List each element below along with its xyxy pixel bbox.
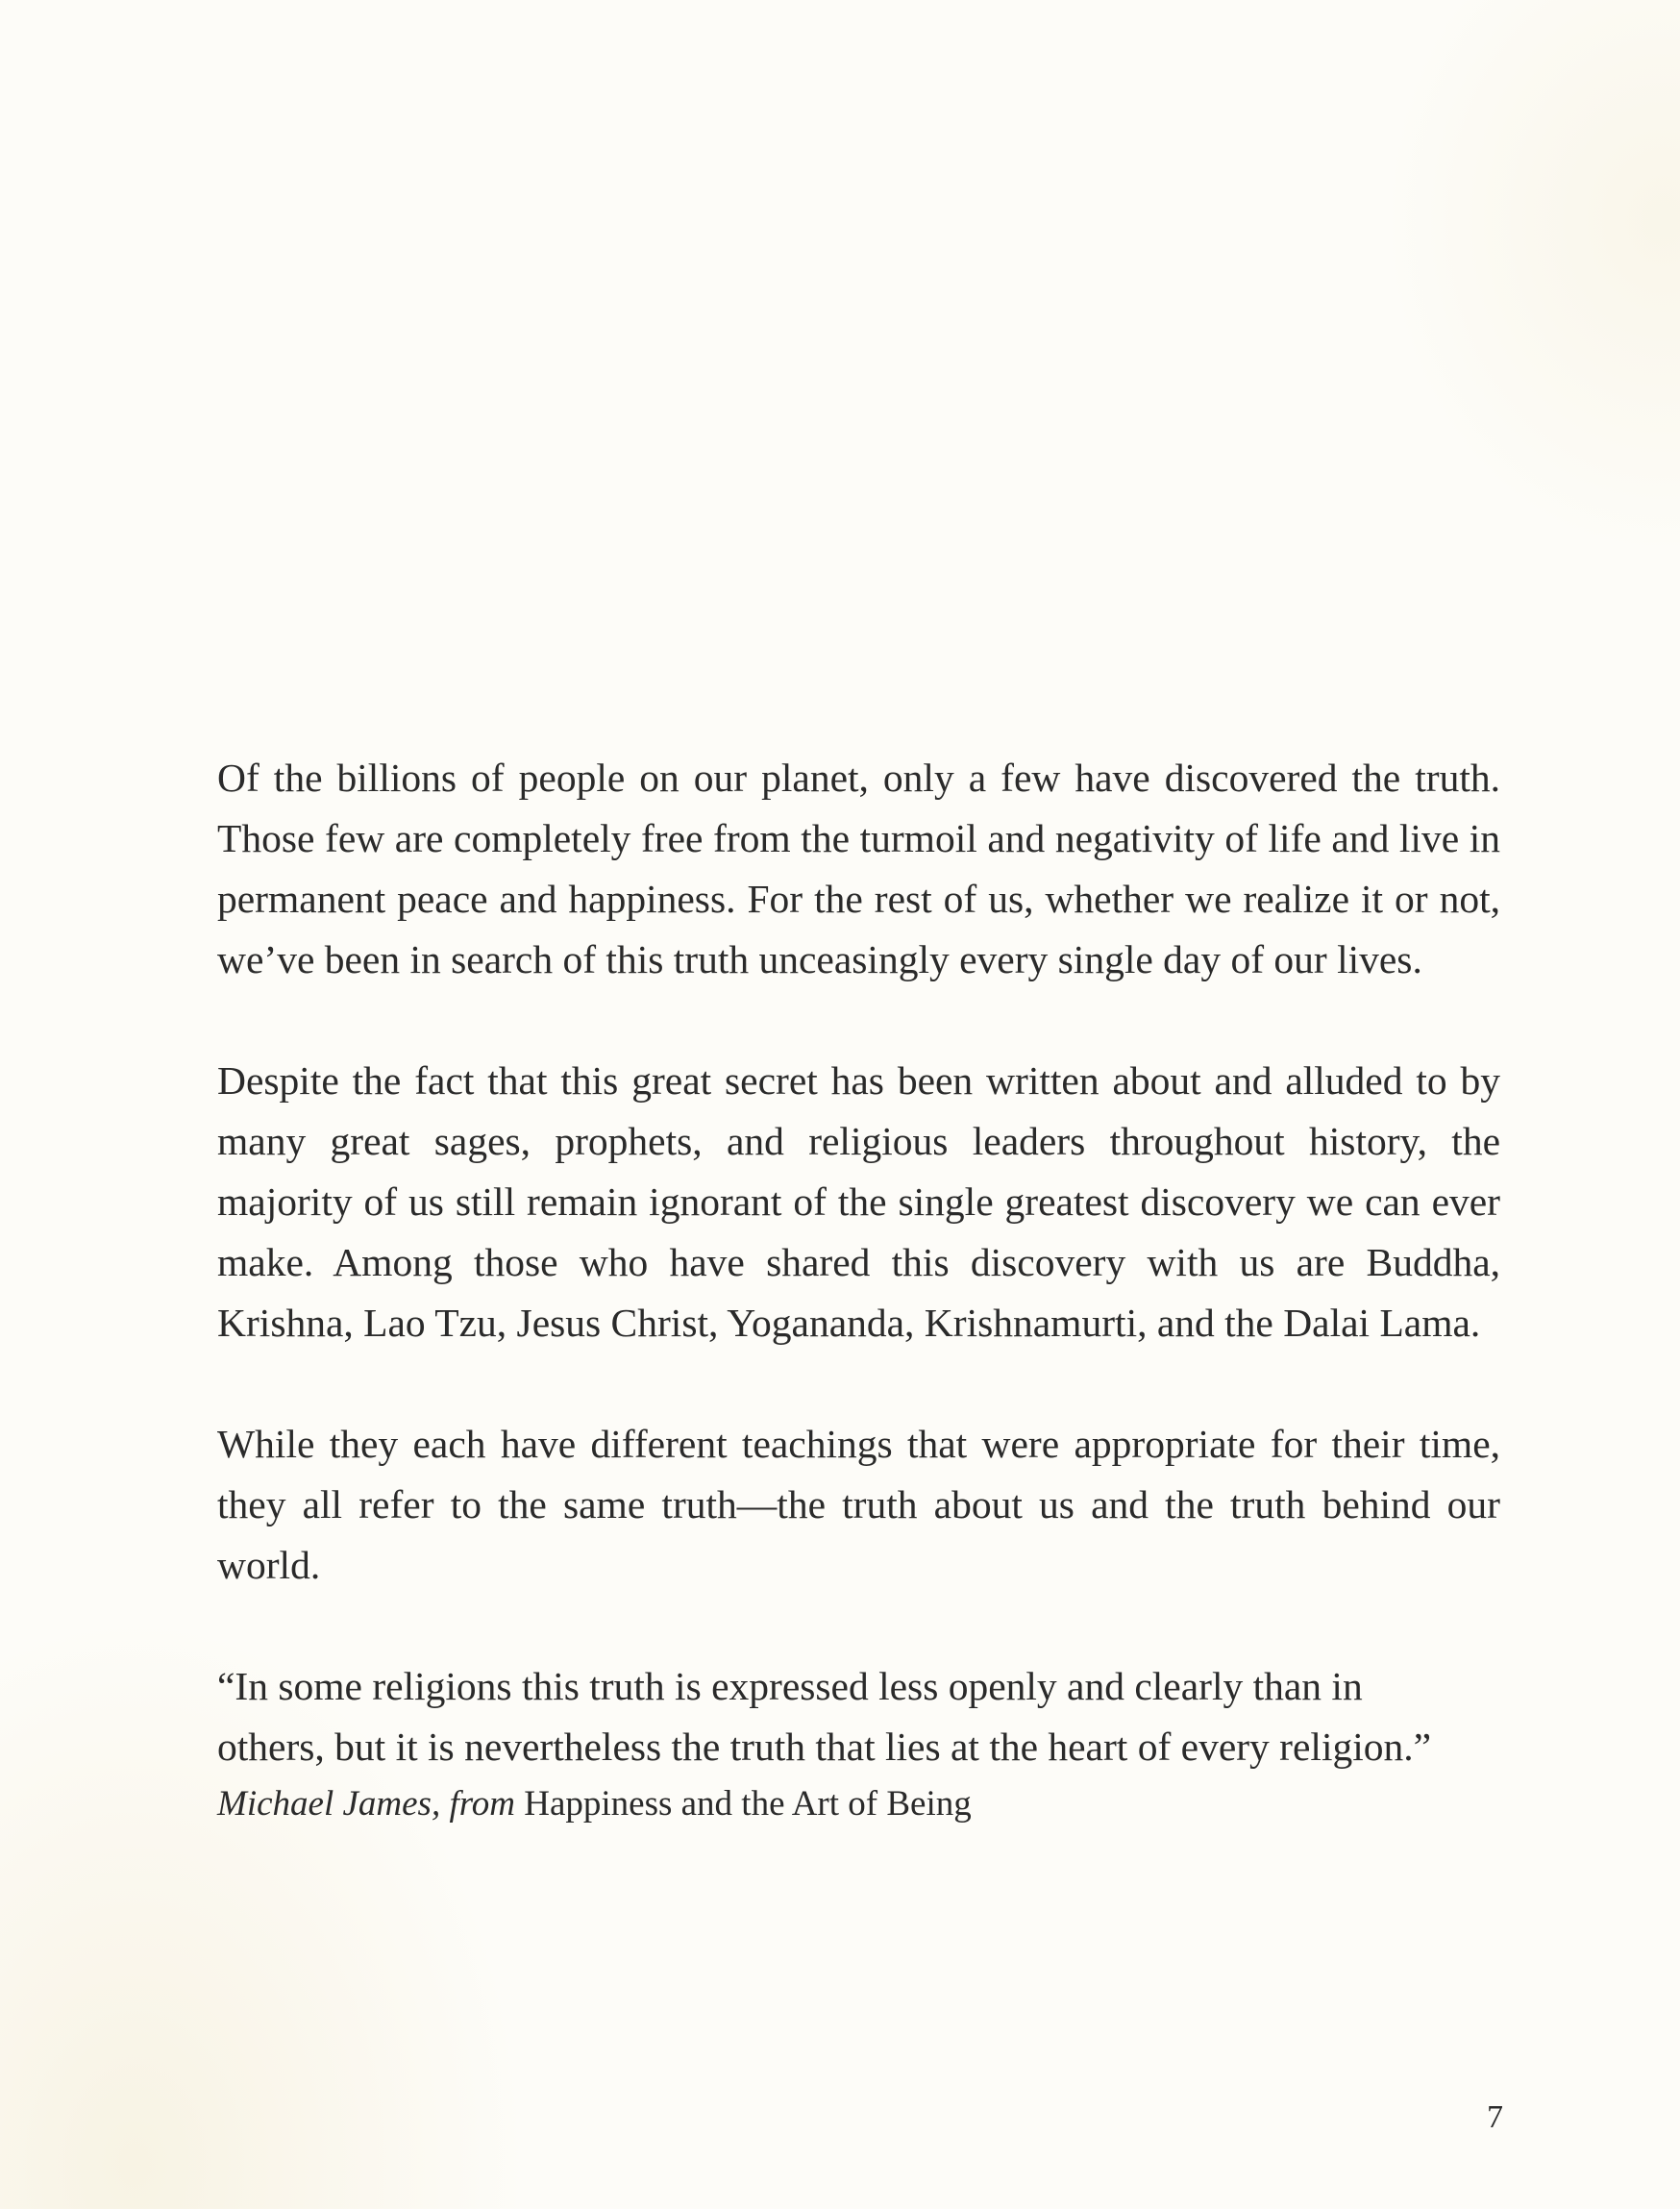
paragraph-2: Despite the fact that this great secret has been written about and alluded to by many great sages, prophets, and religious leaders throughout history, the majority of us still remain ignorant of the single greatest discovery we can ever make. Among those who have shared this discovery with us are Buddha, Krishna, Lao Tzu, Jesus Christ, Yogananda, Krishnamurti, and the Dalai Lama. <box>217 1058 1500 1345</box>
page-number: 7 <box>1487 2099 1503 2135</box>
paragraph-3: While they each have different teachings that were appropriate for their time, they all refer to the same truth—the truth about us and the truth behind our world. <box>217 1422 1500 1587</box>
body-text <box>217 748 1500 1831</box>
paragraph-1: Of the billions of people on our planet, only a few have discovered the truth. Those few are completely free from the turmoil and negativity of life and live in permanent peace and happiness. For the rest of us, whether we realize it or not, we’ve been in search of this truth unceasingly every single day of our lives. <box>217 756 1500 981</box>
quote-author: Michael James, from <box>217 1784 515 1824</box>
quote-attribution <box>217 1777 1500 1831</box>
quote-source: Happiness and the Art of Being <box>524 1784 972 1824</box>
quote-text: “In some religions this truth is expressed less openly and clearly than in others, but it is nevertheless the truth that lies at the heart of every religion.” <box>217 1664 1432 1769</box>
